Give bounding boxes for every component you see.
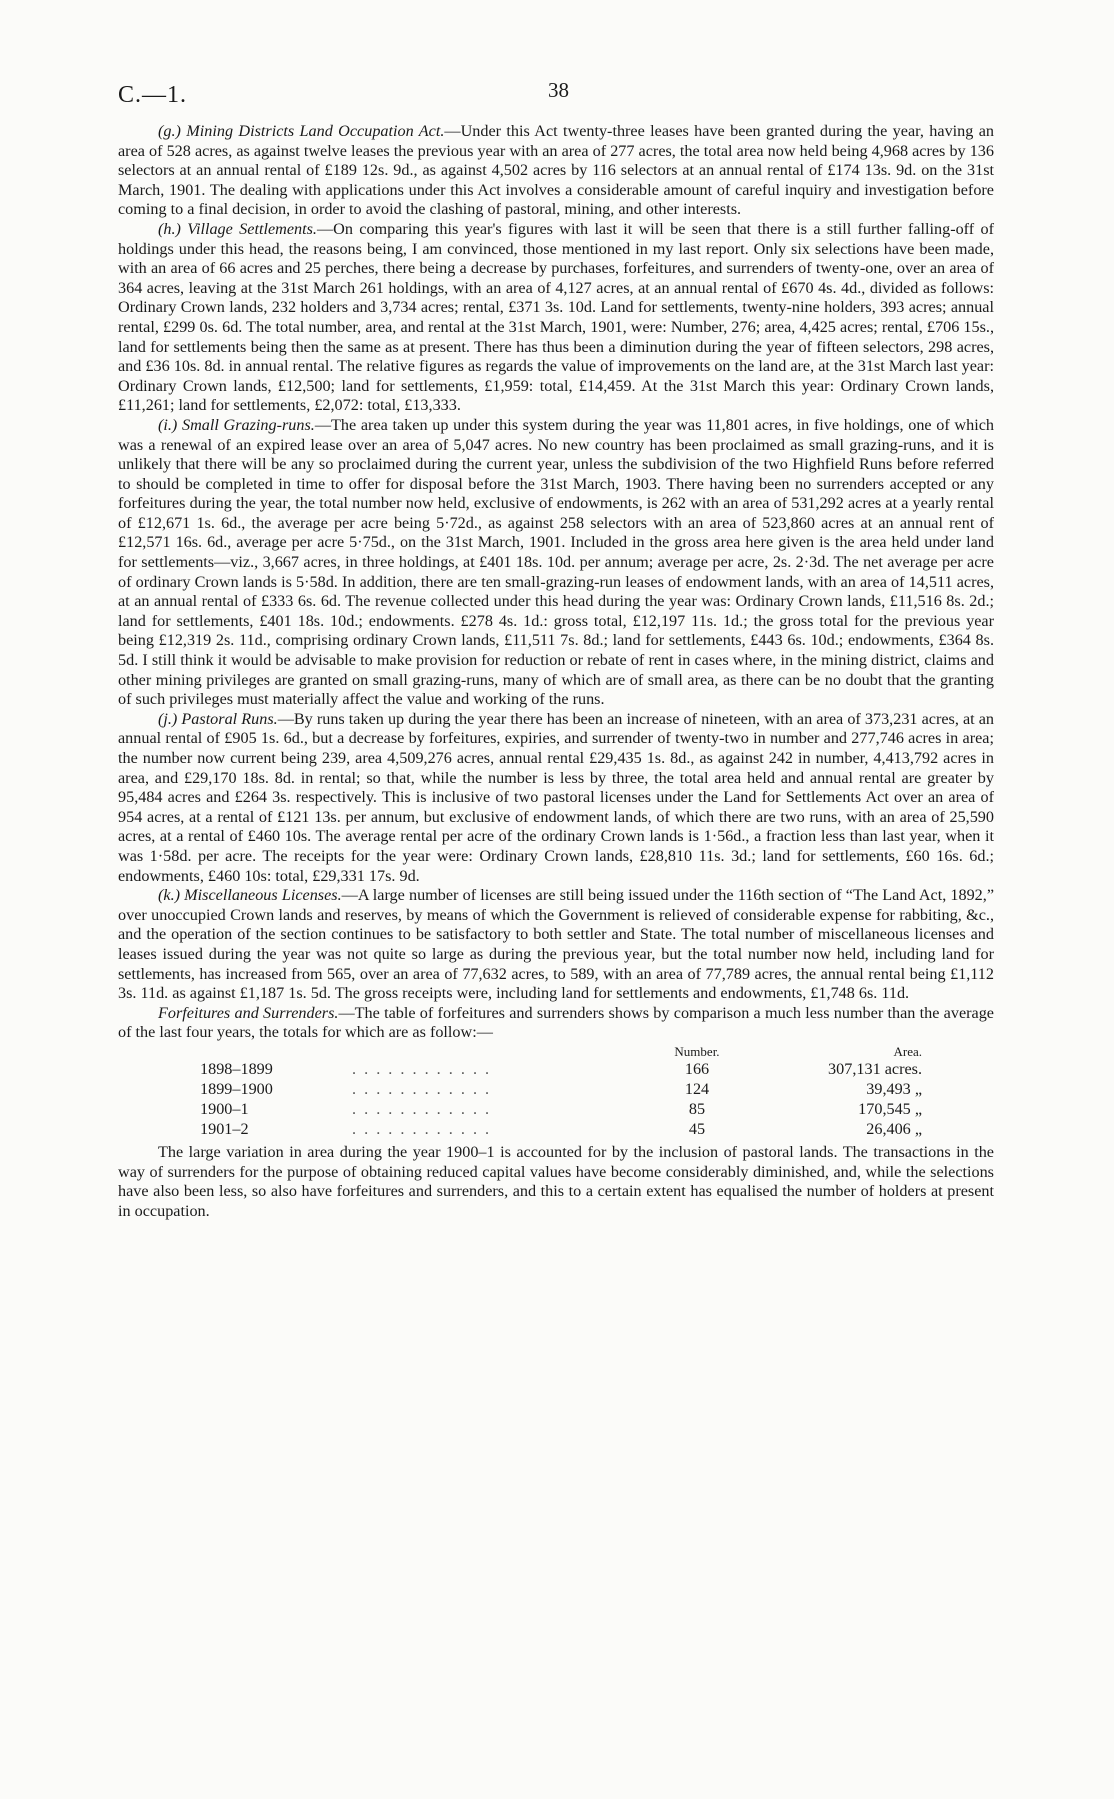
- row-area: 307,131 acres.: [828, 1059, 922, 1078]
- number-column-header: Number.: [674, 1043, 720, 1059]
- row-number: 124: [684, 1079, 710, 1098]
- area-column-header: Area.: [893, 1043, 922, 1059]
- row-number: 166: [684, 1059, 710, 1078]
- section-g-text: —Under this Act twenty-three leases have been granted during the year, having an area of 528 acres, as against twelve leases the previous year with an area of 277 acres, the total area now held being 4,968 acres by 136 selectors at an annual rental of £189 12s. 9d., as against 4,502 acres by 116 selectors at an annual rental of £174 13s. 9d. on the 31st March, 1901. The dealing with applications under this Act involves a considerable amount of careful inquiry and investigation before coming to a final decision, in order to avoid the clashing of pastoral, mining, and other interests.: [118, 122, 994, 219]
- section-k: [118, 886, 994, 1004]
- row-leader-dots: . . . . . . . . . . . .: [352, 1099, 492, 1118]
- page-header: [118, 78, 994, 112]
- section-g-heading: (g.) Mining Districts Land Occupation Act.: [158, 122, 445, 140]
- row-area: 39,493 „: [866, 1079, 922, 1098]
- section-h: [118, 220, 994, 416]
- section-g: [118, 122, 994, 220]
- page-number: 38: [548, 78, 569, 102]
- section-i-text: —The area taken up under this system during the year was 11,801 acres, in five holdings, one of which was a renewal of an expired lease over an area of 5,047 acres. No new country has been proclaimed as small grazing-runs, and it is unlikely that there will be any so proclaimed during the current year, unless the subdivision of the two Highfield Runs before referred to should be completed in time to offer for disposal before the 31st March, 1903. There having been no surrenders accepted or any forfeitures during the year, the total number now held, exclusive of endowments, is 262 with an area of 531,292 acres at a yearly rental of £12,671 1s. 6d., the average per acre being 5·72d., as against 258 selectors with an area of 523,860 acres at an annual rent of £12,571 16s. 6d., average per acre 5·75d., on the 31st March, 1901. Included in the gross area here given is the area held under land for settlements—viz., 3,667 acres, in three holdings, at £401 18s. 10d. per annum; average per acre, 2s. 2·3d. The net average per acre of ordinary Crown lands is 5·58d. In addition, there are ten small-grazing-run leases of endowment lands, with an area of 14,511 acres, at an annual rental of £333 6s. 6d. The revenue collected under this head during the year was: Ordinary Crown lands, £11,516 8s. 2d.; land for settlements, £401 18s. 10d.; endowments. £278 4s. 1d.: gross total, £12,197 11s. 1d.; the gross total for the previous year being £12,319 2s. 11d., comprising ordinary Crown lands, £11,511 7s. 8d.; land for settlements, £443 6s. 10d.; endowments, £364 8s. 5d. I still think it would be advisable to make provision for reduction or rebate of rent in cases where, in the mining district, claims and other mining privileges are granted on small grazing-runs, many of which are of small area, as there can be no doubt that the granting of such privileges must materially affect the value and working of the runs.: [118, 415, 994, 709]
- row-area: 170,545 „: [858, 1099, 922, 1118]
- row-area: 26,406 „: [866, 1119, 922, 1138]
- document-reference: C.—1.: [118, 82, 188, 108]
- row-year: 1898–1899: [200, 1059, 273, 1078]
- table-row: [200, 1079, 922, 1099]
- table-header-row: [200, 1045, 922, 1059]
- section-i-heading: (i.) Small Grazing-runs.: [158, 415, 315, 434]
- section-k-text: —A large number of licenses are still being issued under the 116th section of “The Land Act, 1892,” over unoccupied Crown lands and reserves, by means of which the Government is relieved of considerable expense for rabbiting, &c., and the operation of the section continues to be satisfactory to both settler and State. The total number of miscellaneous licenses and leases issued during the year was not quite so large as during the previous year, but the total number now held, including land for settlements, has increased from 565, over an area of 77,632 acres, to 589, with an area of 77,789 acres, the annual rental being £1,112 3s. 11d. as against £1,187 1s. 5d. The gross receipts were, including land for settlements and endowments, £1,748 6s. 11d.: [118, 886, 995, 1003]
- row-year: 1900–1: [200, 1099, 249, 1118]
- section-forfeitures: [118, 1004, 994, 1043]
- table-row: [200, 1059, 922, 1079]
- row-year: 1901–2: [200, 1119, 249, 1138]
- row-year: 1899–1900: [200, 1079, 273, 1098]
- row-number: 45: [688, 1119, 706, 1138]
- document-body: [118, 122, 994, 1221]
- row-leader-dots: . . . . . . . . . . . .: [352, 1059, 492, 1078]
- row-number: 85: [688, 1099, 706, 1118]
- row-leader-dots: . . . . . . . . . . . .: [352, 1119, 492, 1138]
- section-forfeitures-text: —The table of forfeitures and surrenders shows by comparison a much less number than the average of the last four years, the totals for which are as follow:—: [118, 1003, 994, 1042]
- section-j-text: —By runs taken up during the year there has been an increase of nineteen, with an area of 373,231 acres, at an annual rental of £905 1s. 6d., but a decrease by forfeitures, expiries, and surrender of twenty-two in number and 277,746 acres in area; the number now current being 239, area 4,509,276 acres, annual rental £29,435 1s. 8d., as against 242 in number, 4,413,792 acres in area, and £29,170 18s. 8d. in rental; so that, while the number is less by three, the total area held and annual rental are greater by 95,484 acres and £264 3s. respectively. This is inclusive of two pastoral licenses under the Land for Settlements Act over an area of 954 acres, at a rental of £121 13s. per annum, but exclusive of endowment lands, of which there are two runs, with an area of 25,590 acres, at a rental of £460 10s. The average rental per acre of the ordinary Crown lands is 1·56d., a fraction less than last year, when it was 1·58d. per acre. The receipts for the year were: Ordinary Crown lands, £28,810 11s. 3d.; land for settlements, £60 16s. 6d.; endowments, £460 10s: total, £29,331 17s. 9d.: [118, 709, 994, 885]
- section-h-text: —On comparing this year's figures with last it will be seen that there is a still further falling-off of holdings under this head, the reasons being, I am convinced, those mentioned in my last report. Only six selections have been made, with an area of 66 acres and 25 perches, there being a decrease by purchases, forfeitures, and surrenders of twenty-one, over an area of 364 acres, leaving at the 31st March 261 holdings, with an area of 4,127 acres, at an annual rental of £670 4s. 4d., divided as follows: Ordinary Crown lands, 232 holders and 3,734 acres; rental, £371 3s. 10d. Land for settlements, twenty-nine holders, 393 acres; annual rental, £299 0s. 6d. The total number, area, and rental at the 31st March, 1901, were: Number, 276; area, 4,425 acres; rental, £706 15s., land for settlements being then the same as at present. There has thus been a diminution during the year of fifteen selectors, 298 acres, and £36 10s. 8d. in annual rental. The relative figures as regards the value of improvements on the land are, at the 31st March last year: Ordinary Crown lands, £12,500; land for settlements, £1,959: total, £14,459. At the 31st March this year: Ordinary Crown lands, £11,261; land for settlements, £2,072: total, £13,333.: [118, 219, 994, 415]
- closing-paragraph: The large variation in area during the year 1900–1 is accounted for by the inclusion of pastoral lands. The transactions in the way of surrenders for the purpose of obtaining reduced capital values have become considerably diminished, and, while the selections have also been less, so also have forfeitures and surrenders, and this to a certain extent has equalised the number of holders at present in occupation.: [118, 1142, 994, 1220]
- section-k-heading: (k.) Miscellaneous Licenses.: [158, 886, 342, 905]
- section-h-heading: (h.) Village Settlements.: [158, 219, 317, 238]
- section-forfeitures-heading: Forfeitures and Surrenders.: [158, 1003, 339, 1022]
- table-row: [200, 1099, 922, 1119]
- section-j: [118, 710, 994, 886]
- forfeitures-table: [200, 1045, 922, 1139]
- table-row: [200, 1119, 922, 1139]
- section-i: [118, 416, 994, 710]
- row-leader-dots: . . . . . . . . . . . .: [352, 1079, 492, 1098]
- section-j-heading: (j.) Pastoral Runs.: [158, 709, 278, 728]
